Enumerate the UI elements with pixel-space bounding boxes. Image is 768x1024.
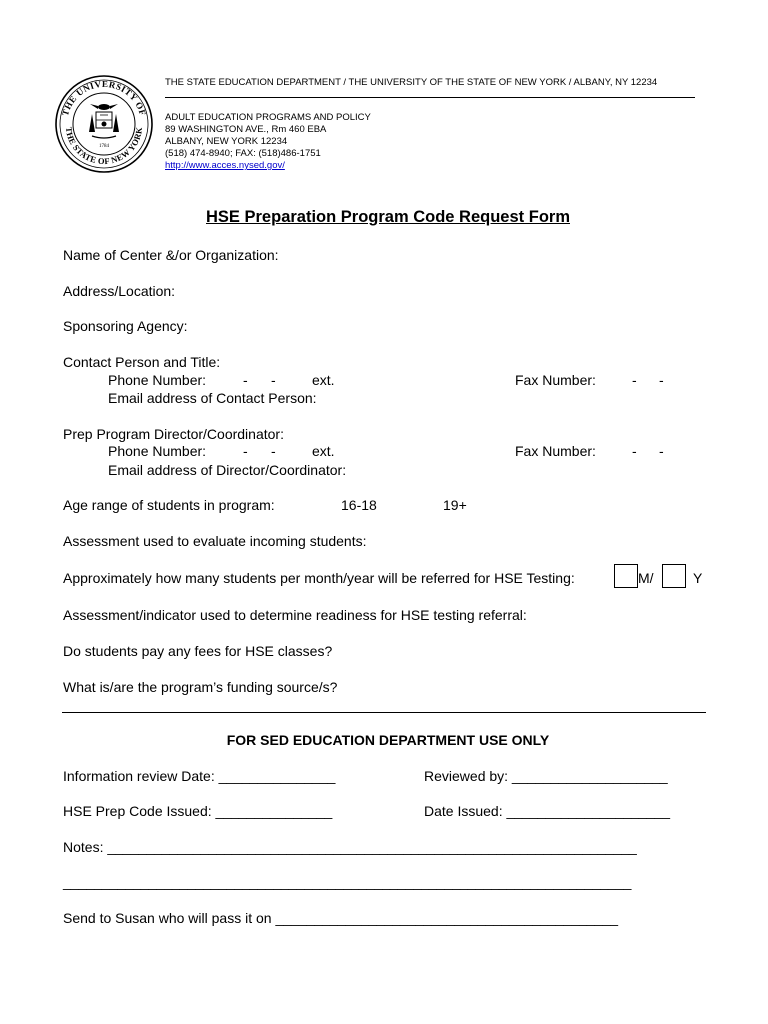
readiness-label: Assessment/indicator used to determine readiness for HSE testing referral: (63, 607, 527, 623)
director-label: Prep Program Director/Coordinator: (63, 426, 284, 442)
director-fax-dash-1: - (632, 443, 637, 459)
age-option-19-plus: 19+ (443, 497, 467, 513)
director-phone-dash-1: - (243, 443, 248, 459)
notes-field: Notes: ____________________________________________________________________ (63, 839, 637, 855)
office-use-divider (62, 712, 706, 713)
contact-fax-label: Fax Number: (515, 372, 596, 388)
department-line: THE STATE EDUCATION DEPARTMENT / THE UNIVERSITY OF THE STATE OF NEW YORK / ALBANY, NY 12234 (165, 77, 658, 88)
office-use-heading: FOR SED EDUCATION DEPARTMENT USE ONLY (226, 732, 550, 748)
contact-phone-dash-1: - (243, 372, 248, 388)
director-fax-label: Fax Number: (515, 443, 596, 459)
office-address-2: ALBANY, NEW YORK 12234 (165, 136, 288, 147)
fees-question: Do students pay any fees for HSE classes? (63, 643, 333, 659)
students-per-month-box[interactable] (614, 564, 638, 588)
contact-label: Contact Person and Title: (63, 354, 221, 370)
director-phone-label: Phone Number: (108, 443, 207, 459)
funding-question: What is/are the program’s funding source/s? (63, 679, 338, 695)
students-per-year-box[interactable] (662, 564, 686, 588)
center-label: Name of Center &/or Organization: (63, 247, 279, 263)
send-to-field: Send to Susan who will pass it on ____________________________________________ (63, 910, 619, 926)
director-fax-dash-2: - (659, 443, 664, 459)
assessment-label: Assessment used to evaluate incoming students: (63, 533, 367, 549)
code-issued-field: HSE Prep Code Issued: _______________ (63, 803, 333, 819)
review-date-field: Information review Date: _______________ (63, 768, 336, 784)
office-name: ADULT EDUCATION PROGRAMS AND POLICY (165, 112, 371, 123)
notes-line-2: _________________________________________________________________________ (63, 874, 632, 890)
form-title: HSE Preparation Program Code Request Form (206, 208, 570, 226)
contact-fax-dash-1: - (632, 372, 637, 388)
contact-fax-dash-2: - (659, 372, 664, 388)
contact-phone-label: Phone Number: (108, 372, 207, 388)
address-label: Address/Location: (63, 283, 176, 299)
office-website-link[interactable]: http://www.acces.nysed.gov/ (165, 160, 285, 171)
age-option-16-18: 16-18 (341, 497, 377, 513)
state-university-seal (54, 74, 154, 174)
year-suffix: Y (693, 570, 703, 586)
director-phone-dash-2: - (271, 443, 276, 459)
svg-text:1784: 1784 (99, 144, 109, 149)
office-phone-fax: (518) 474-8940; FAX: (518)486-1751 (165, 148, 321, 159)
referral-question: Approximately how many students per month/year will be referred for HSE Testing: (63, 570, 575, 586)
reviewed-by-field: Reviewed by: ____________________ (424, 768, 668, 784)
contact-phone-dash-2: - (271, 372, 276, 388)
svg-text:THE UNIVERSITY OF: THE UNIVERSITY OF (59, 78, 149, 118)
age-range-label: Age range of students in program: (63, 497, 275, 513)
contact-email-label: Email address of Contact Person: (108, 390, 317, 406)
office-address-1: 89 WASHINGTON AVE., Rm 460 EBA (165, 124, 327, 135)
sponsor-label: Sponsoring Agency: (63, 318, 188, 334)
director-ext-label: ext. (312, 443, 335, 459)
svg-text:THE STATE OF NEW YORK: THE STATE OF NEW YORK (63, 126, 145, 167)
month-suffix: M/ (638, 570, 654, 586)
contact-ext-label: ext. (312, 372, 335, 388)
header-divider (165, 97, 695, 98)
director-email-label: Email address of Director/Coordinator: (108, 462, 347, 478)
date-issued-field: Date Issued: _____________________ (424, 803, 670, 819)
